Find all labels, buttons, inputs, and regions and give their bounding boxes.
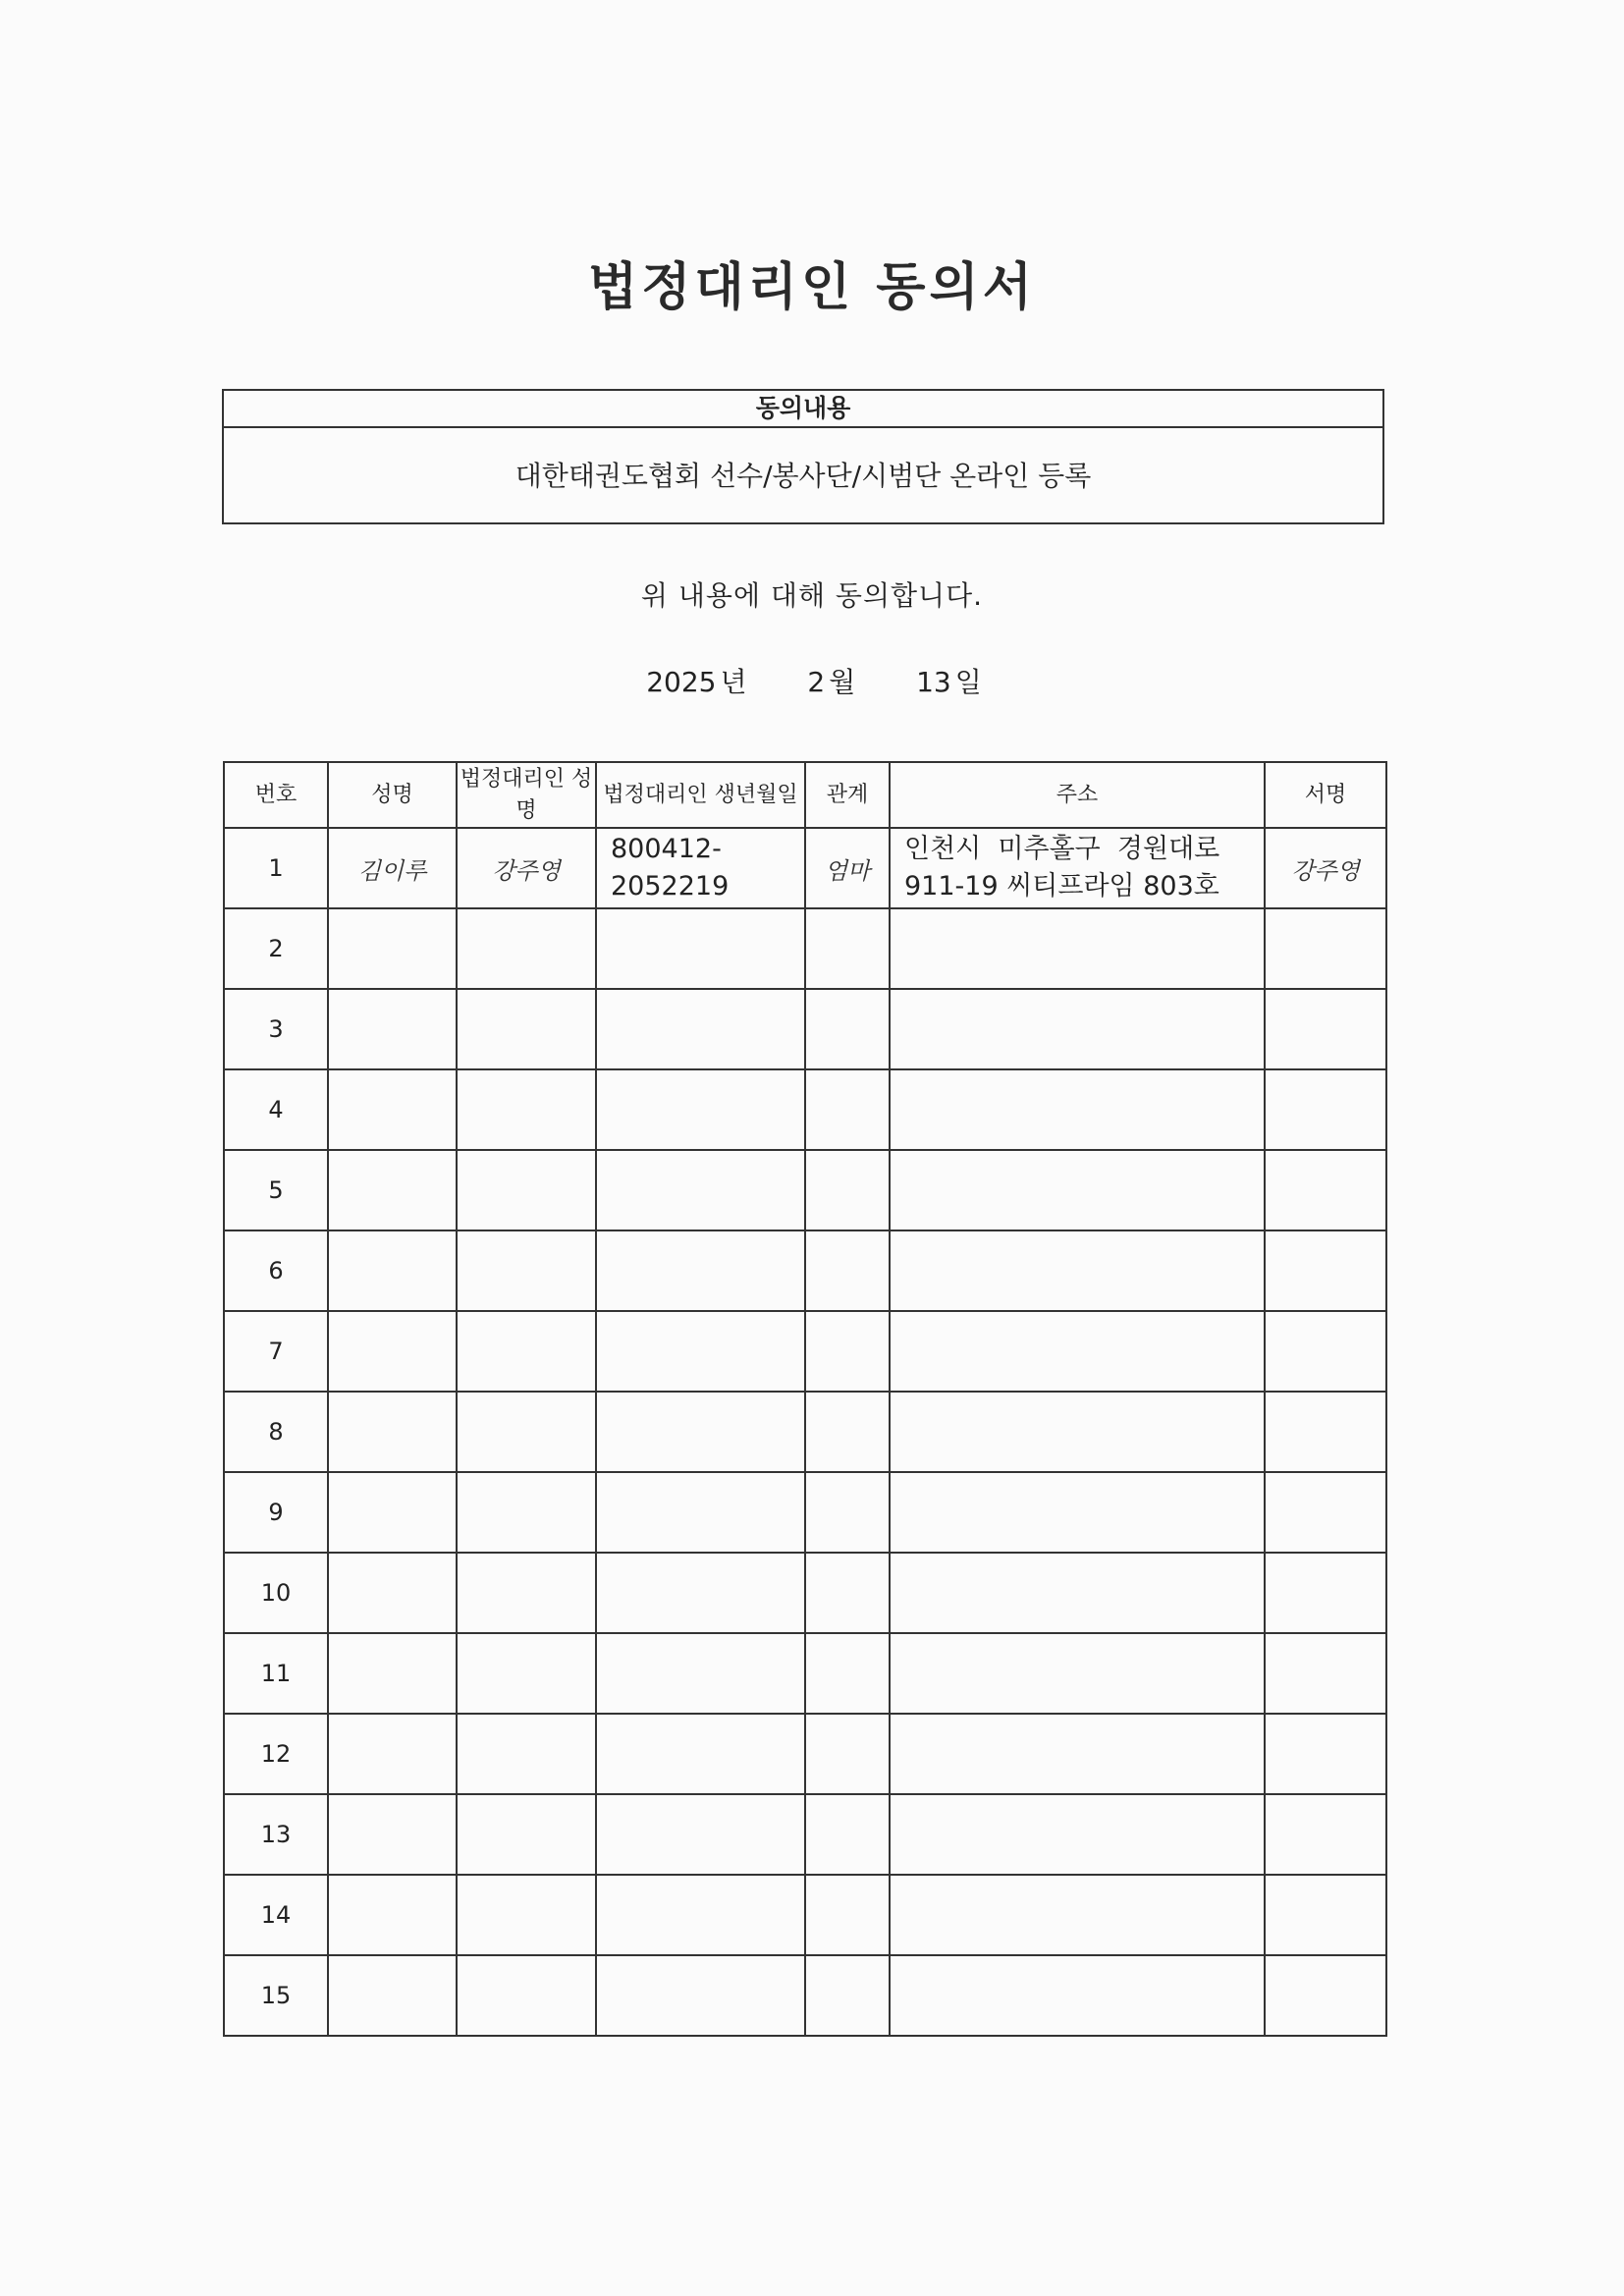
table-row	[224, 1150, 1386, 1230]
guardian-name	[457, 1714, 596, 1794]
address	[890, 1955, 1265, 2036]
relation	[805, 1714, 890, 1794]
signature	[1265, 1633, 1386, 1714]
participant-name	[328, 1392, 457, 1472]
row-number: 10	[224, 1553, 328, 1633]
guardian-birth	[596, 1714, 805, 1794]
table-row	[224, 1714, 1386, 1794]
table-row	[224, 1230, 1386, 1311]
guardian-birth-line2: 2052219	[611, 871, 730, 902]
col-header-guardian-name: 법정대리인 성명	[457, 762, 596, 828]
participant-name	[328, 1955, 457, 2036]
relation	[805, 1875, 890, 1955]
guardian-birth	[596, 1633, 805, 1714]
col-header-address: 주소	[890, 762, 1265, 828]
relation	[805, 1955, 890, 2036]
col-header-guardian-birth: 법정대리인 생년월일	[596, 762, 805, 828]
row-number: 13	[224, 1794, 328, 1875]
guardian-birth	[596, 989, 805, 1069]
guardian-name	[457, 1633, 596, 1714]
signature: 강주영	[1265, 828, 1386, 908]
participant-name	[328, 1714, 457, 1794]
col-header-name: 성명	[328, 762, 457, 828]
table-row	[224, 828, 1386, 908]
row-number: 9	[224, 1472, 328, 1553]
table-row	[224, 1472, 1386, 1553]
date-day: 13	[916, 666, 951, 698]
consent-header: 동의내용	[224, 391, 1382, 428]
guardian-birth	[596, 1875, 805, 1955]
relation	[805, 1392, 890, 1472]
address	[890, 1392, 1265, 1472]
signature	[1265, 1794, 1386, 1875]
table-row	[224, 1794, 1386, 1875]
table-row	[224, 1311, 1386, 1392]
address	[890, 1714, 1265, 1794]
participant-name	[328, 1069, 457, 1150]
date-year-unit: 년	[720, 666, 747, 698]
address	[890, 1472, 1265, 1553]
guardian-name	[457, 1230, 596, 1311]
signature	[1265, 1472, 1386, 1553]
relation: 엄마	[805, 828, 890, 908]
address	[890, 1150, 1265, 1230]
participant-name	[328, 1230, 457, 1311]
relation	[805, 1633, 890, 1714]
table-row	[224, 1633, 1386, 1714]
signature	[1265, 1311, 1386, 1392]
participant-name	[328, 989, 457, 1069]
date-month: 2	[807, 666, 826, 698]
row-number: 6	[224, 1230, 328, 1311]
relation	[805, 1311, 890, 1392]
address-line1: 인천시 미추홀구 경원대로	[904, 834, 1220, 864]
signing-date	[0, 661, 1624, 700]
guardian-birth	[596, 1311, 805, 1392]
table-header-row	[224, 762, 1386, 828]
col-header-signature: 서명	[1265, 762, 1386, 828]
col-header-number: 번호	[224, 762, 328, 828]
guardian-birth	[596, 1392, 805, 1472]
consent-box	[222, 389, 1384, 524]
participant-name	[328, 1150, 457, 1230]
address-line2: 911-19 씨티프라임 803호	[904, 871, 1219, 902]
document-title: 법정대리인 동의서	[588, 258, 1036, 317]
row-number: 3	[224, 989, 328, 1069]
guardian-birth	[596, 1794, 805, 1875]
address	[890, 1875, 1265, 1955]
guardian-name	[457, 1150, 596, 1230]
participant-name	[328, 1633, 457, 1714]
signature	[1265, 1230, 1386, 1311]
relation	[805, 1230, 890, 1311]
guardian-birth	[596, 1150, 805, 1230]
row-number: 15	[224, 1955, 328, 2036]
relation	[805, 1553, 890, 1633]
participant-name	[328, 1472, 457, 1553]
date-month-unit: 월	[829, 666, 856, 698]
relation	[805, 1069, 890, 1150]
date-day-unit: 일	[954, 666, 982, 698]
row-number: 1	[224, 828, 328, 908]
relation	[805, 908, 890, 989]
row-number: 11	[224, 1633, 328, 1714]
row-number: 12	[224, 1714, 328, 1794]
guardian-birth	[596, 1553, 805, 1633]
signature	[1265, 1150, 1386, 1230]
guardian-name	[457, 1392, 596, 1472]
guardian-table	[223, 761, 1387, 2037]
table-row	[224, 1392, 1386, 1472]
guardian-birth	[596, 908, 805, 989]
participant-name	[328, 1553, 457, 1633]
guardian-name	[457, 1553, 596, 1633]
guardian-birth	[596, 1230, 805, 1311]
signature	[1265, 1955, 1386, 2036]
table-row	[224, 1069, 1386, 1150]
guardian-name	[457, 1875, 596, 1955]
address	[890, 989, 1265, 1069]
row-number: 8	[224, 1392, 328, 1472]
date-year: 2025	[646, 666, 717, 698]
consent-body: 대한태권도협회 선수/봉사단/시범단 온라인 등록	[514, 460, 1092, 492]
row-number: 2	[224, 908, 328, 989]
signature	[1265, 908, 1386, 989]
row-number: 14	[224, 1875, 328, 1955]
guardian-birth	[596, 1069, 805, 1150]
guardian-name	[457, 908, 596, 989]
guardian-name	[457, 1794, 596, 1875]
participant-name	[328, 1794, 457, 1875]
relation	[805, 1794, 890, 1875]
guardian-birth	[596, 1955, 805, 2036]
address	[890, 1553, 1265, 1633]
participant-name: 김이루	[328, 828, 457, 908]
relation	[805, 1150, 890, 1230]
guardian-birth	[596, 828, 805, 908]
agreement-statement: 위 내용에 대해 동의합니다.	[640, 579, 984, 612]
participant-name	[328, 1311, 457, 1392]
relation	[805, 1472, 890, 1553]
address	[890, 1069, 1265, 1150]
table-row	[224, 1955, 1386, 2036]
guardian-birth-line1: 800412-	[611, 834, 722, 864]
participant-name	[328, 1875, 457, 1955]
table-row	[224, 908, 1386, 989]
guardian-name	[457, 1311, 596, 1392]
signature	[1265, 989, 1386, 1069]
row-number: 4	[224, 1069, 328, 1150]
guardian-name	[457, 989, 596, 1069]
address	[890, 908, 1265, 989]
address	[890, 1633, 1265, 1714]
guardian-birth	[596, 1472, 805, 1553]
address	[890, 1230, 1265, 1311]
address	[890, 1311, 1265, 1392]
guardian-name	[457, 1955, 596, 2036]
guardian-name	[457, 1472, 596, 1553]
address	[890, 828, 1265, 908]
table-row	[224, 1875, 1386, 1955]
row-number: 5	[224, 1150, 328, 1230]
signature	[1265, 1069, 1386, 1150]
row-number: 7	[224, 1311, 328, 1392]
relation	[805, 989, 890, 1069]
signature	[1265, 1392, 1386, 1472]
signature	[1265, 1553, 1386, 1633]
participant-name	[328, 908, 457, 989]
table-row	[224, 989, 1386, 1069]
signature	[1265, 1875, 1386, 1955]
table-row	[224, 1553, 1386, 1633]
guardian-name	[457, 1069, 596, 1150]
col-header-relation: 관계	[805, 762, 890, 828]
guardian-name: 강주영	[457, 828, 596, 908]
signature	[1265, 1714, 1386, 1794]
address	[890, 1794, 1265, 1875]
